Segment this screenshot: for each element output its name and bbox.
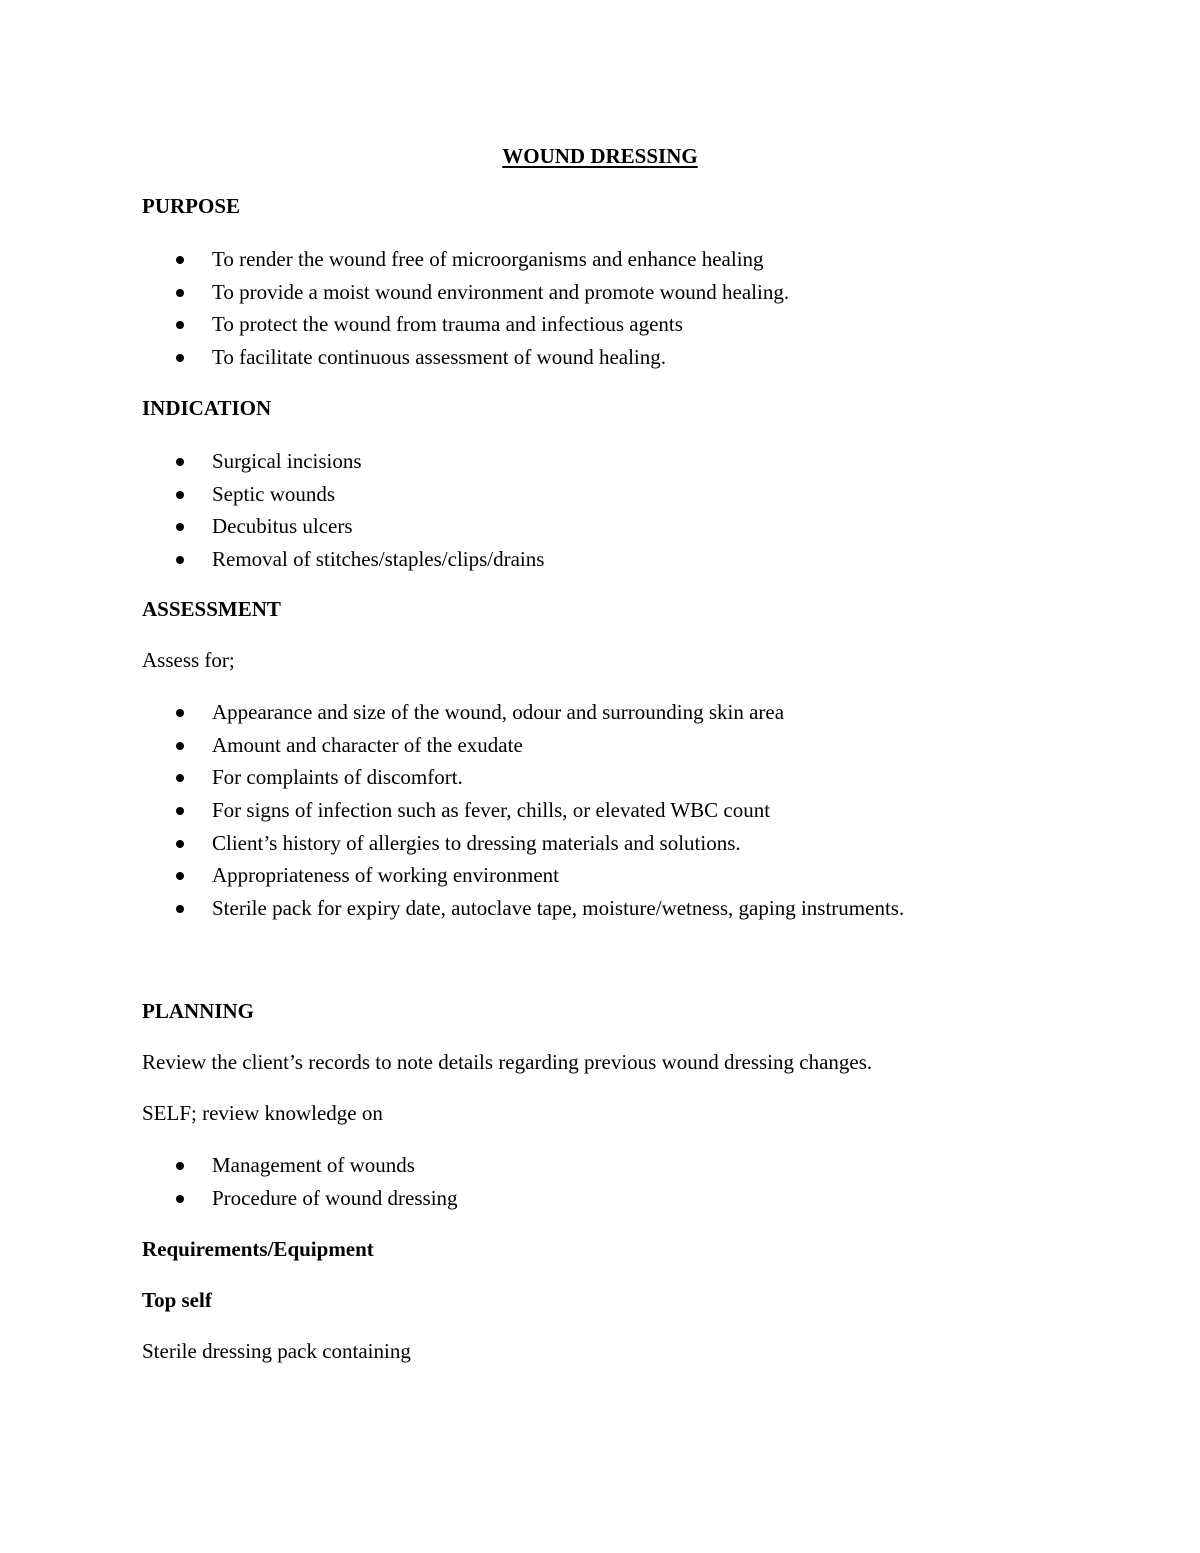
bullet-icon [176, 742, 184, 750]
indication-heading: INDICATION [142, 396, 272, 420]
bullet-icon [176, 807, 184, 815]
bullet-icon [176, 872, 184, 880]
bullet-icon [176, 321, 184, 329]
bullet-icon [176, 709, 184, 717]
planning-review-text: Review the client’s records to note details regarding previous wound dressing changes. [142, 1050, 873, 1074]
bullet-icon [176, 1195, 184, 1203]
bullet-icon [176, 256, 184, 264]
sterile-pack-text: Sterile dressing pack containing [142, 1339, 411, 1363]
bullet-icon [176, 774, 184, 782]
bullet-icon [176, 556, 184, 564]
bullet-icon [176, 354, 184, 362]
document-page: WOUND DRESSING PURPOSE To render the wound free of microorganisms and enhance healing To provide a moist wound environment and promote wound healing. To protect the wound from trauma and infectious agents To facilitate continuous assessment of wound healing. INDICATION Surgical incisions Septic wounds Decubitus ulcers Removal of stitches/staples/clips/drains ASSESSMENT Assess for; Appearance and size of the wound, odour and surrounding skin area Amount and character of the exudate For complaints of discomfort. For signs of infection such as fever, chills, or elevated WBC count Client’s history of allergies to dressing materials and solutions. Appropriateness of working environment Sterile pack for expiry date, autoclave tape, moisture/wetness, gaping instruments. PLANNING Review the client’s records to note details regarding previous wound dressing changes. SELF; review knowledge on Management of wounds Procedure of wound dressing Requirements/Equipment Top self Sterile dressing pack containing [0, 0, 1200, 1553]
bullet-icon [176, 1162, 184, 1170]
bullet-icon [176, 458, 184, 466]
bullet-icon [176, 523, 184, 531]
purpose-heading: PURPOSE [142, 194, 241, 218]
bullet-icon [176, 491, 184, 499]
bullet-icon [176, 905, 184, 913]
top-self-heading: Top self [142, 1288, 212, 1312]
assessment-heading: ASSESSMENT [142, 597, 281, 621]
bullet-icon [176, 840, 184, 848]
bullet-icon [176, 289, 184, 297]
planning-self-text: SELF; review knowledge on [142, 1101, 383, 1125]
assessment-intro: Assess for; [142, 648, 235, 672]
planning-heading: PLANNING [142, 999, 255, 1023]
requirements-heading: Requirements/Equipment [142, 1237, 374, 1261]
document-title: WOUND DRESSING [502, 144, 698, 168]
